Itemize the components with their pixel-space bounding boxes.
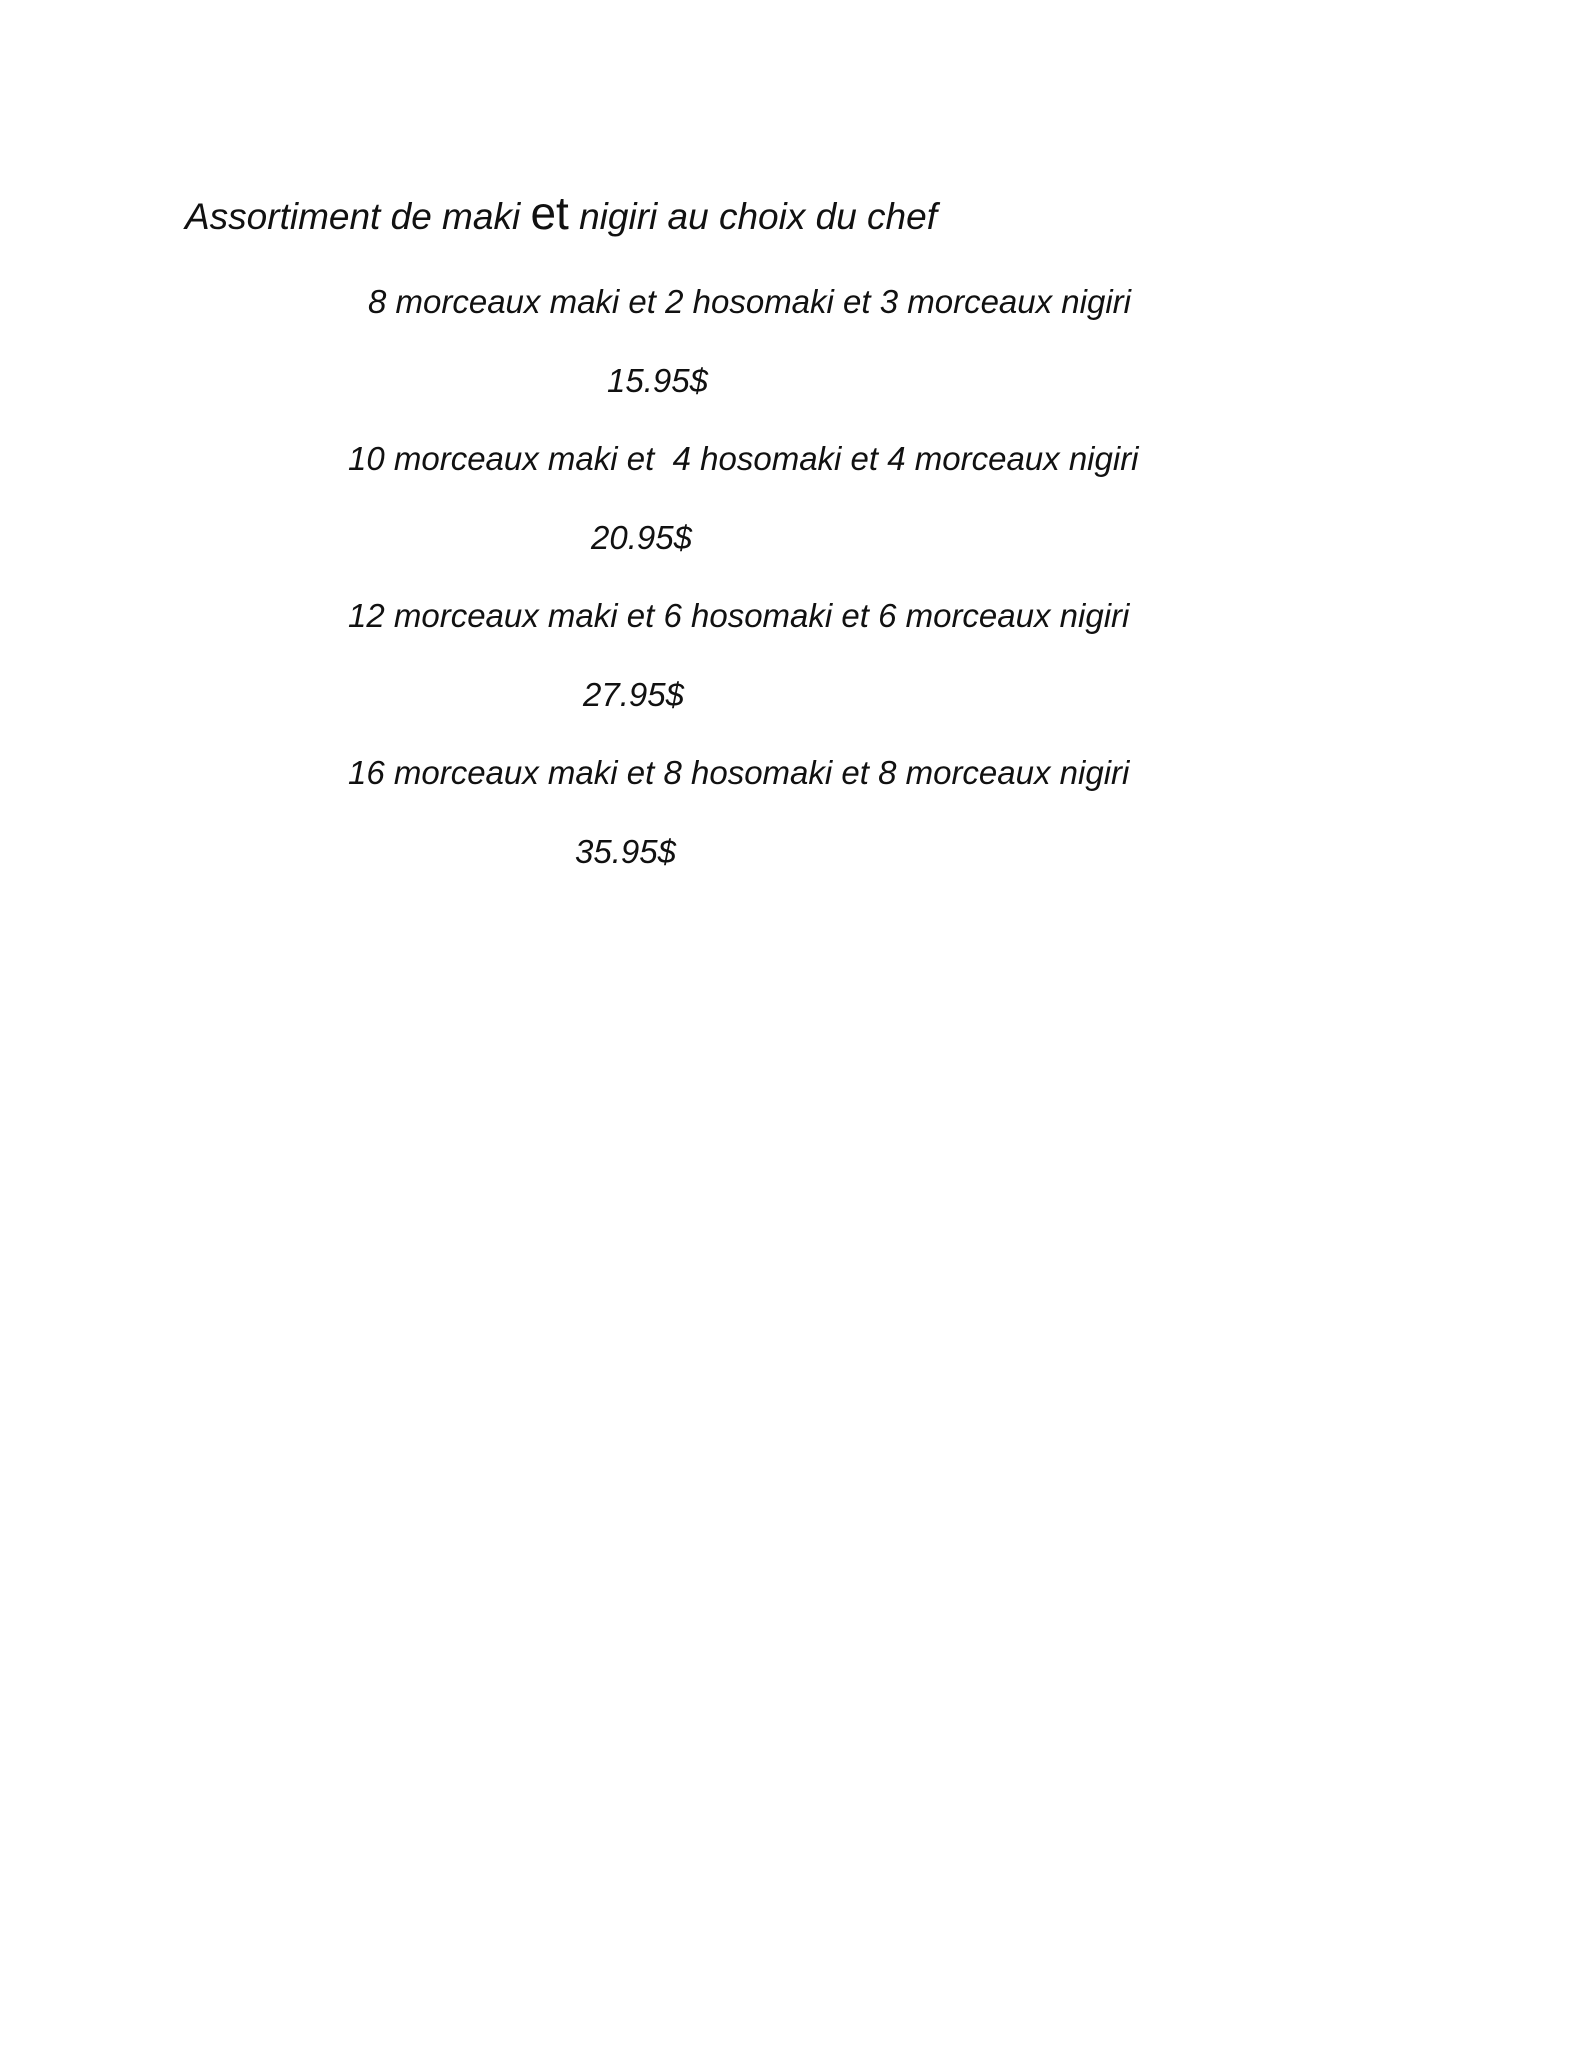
menu-item-price: 15.95$ (607, 362, 708, 399)
menu-item-description: 10 morceaux maki et 4 hosomaki et 4 morceaux nigiri (348, 440, 1139, 477)
menu-item-price: 35.95$ (575, 833, 676, 870)
menu-title-emphasis: et (530, 187, 569, 239)
menu-title-end: nigiri au choix du chef (568, 196, 937, 237)
menu-item-price: 27.95$ (583, 676, 684, 713)
menu-item-price: 20.95$ (591, 519, 692, 556)
menu-title-start: Assortiment de maki (185, 196, 531, 237)
menu-item-description: 8 morceaux maki et 2 hosomaki et 3 morceaux nigiri (368, 283, 1131, 320)
menu-title (185, 187, 937, 239)
menu-item-description: 12 morceaux maki et 6 hosomaki et 6 morceaux nigiri (348, 597, 1130, 634)
menu-item-description: 16 morceaux maki et 8 hosomaki et 8 morceaux nigiri (348, 754, 1130, 791)
